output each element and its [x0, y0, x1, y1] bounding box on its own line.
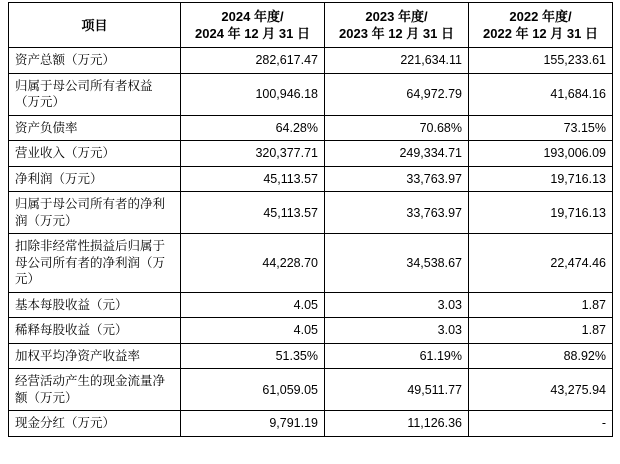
row-value-2022: 193,006.09: [469, 141, 613, 167]
column-header-2024: 2024 年度/ 2024 年 12 月 31 日: [181, 3, 325, 48]
row-value-2024: 100,946.18: [181, 73, 325, 115]
row-value-2023: 3.03: [325, 292, 469, 318]
row-value-2022: 19,716.13: [469, 192, 613, 234]
row-value-2023: 221,634.11: [325, 48, 469, 74]
row-label: 现金分红（万元）: [9, 411, 181, 437]
table-row: [9, 343, 613, 369]
row-label: 资产负债率: [9, 115, 181, 141]
row-value-2024: 45,113.57: [181, 192, 325, 234]
row-value-2024: 45,113.57: [181, 166, 325, 192]
row-value-2022: 22,474.46: [469, 234, 613, 293]
table-row: [9, 166, 613, 192]
table-header-row: [9, 3, 613, 48]
table-row: [9, 192, 613, 234]
row-value-2024: 320,377.71: [181, 141, 325, 167]
table-header: [9, 3, 613, 48]
row-label: 经营活动产生的现金流量净额（万元）: [9, 369, 181, 411]
table-row: [9, 411, 613, 437]
table-row: [9, 234, 613, 293]
row-value-2023: 33,763.97: [325, 166, 469, 192]
row-value-2024: 4.05: [181, 318, 325, 344]
row-value-2023: 64,972.79: [325, 73, 469, 115]
row-value-2024: 9,791.19: [181, 411, 325, 437]
row-value-2022: 155,233.61: [469, 48, 613, 74]
table-row: [9, 48, 613, 74]
table-row: [9, 73, 613, 115]
row-value-2024: 51.35%: [181, 343, 325, 369]
row-value-2023: 33,763.97: [325, 192, 469, 234]
column-header-2023: 2023 年度/ 2023 年 12 月 31 日: [325, 3, 469, 48]
row-value-2024: 282,617.47: [181, 48, 325, 74]
row-value-2022: 1.87: [469, 292, 613, 318]
table-row: [9, 292, 613, 318]
table-row: [9, 141, 613, 167]
row-value-2023: 70.68%: [325, 115, 469, 141]
row-value-2023: 3.03: [325, 318, 469, 344]
row-value-2023: 61.19%: [325, 343, 469, 369]
table-row: [9, 318, 613, 344]
row-label: 营业收入（万元）: [9, 141, 181, 167]
row-label: 归属于母公司所有者的净利润（万元）: [9, 192, 181, 234]
row-value-2023: 249,334.71: [325, 141, 469, 167]
row-value-2022: 73.15%: [469, 115, 613, 141]
row-label: 扣除非经常性损益后归属于母公司所有者的净利润（万元）: [9, 234, 181, 293]
row-value-2022: 88.92%: [469, 343, 613, 369]
table-row: [9, 369, 613, 411]
row-label: 基本每股收益（元）: [9, 292, 181, 318]
row-value-2022: 19,716.13: [469, 166, 613, 192]
row-label: 稀释每股收益（元）: [9, 318, 181, 344]
column-header-item: 项目: [9, 3, 181, 48]
financial-summary-table: [8, 2, 613, 437]
column-header-2022: 2022 年度/ 2022 年 12 月 31 日: [469, 3, 613, 48]
table-row: [9, 115, 613, 141]
row-label: 净利润（万元）: [9, 166, 181, 192]
row-value-2022: 41,684.16: [469, 73, 613, 115]
row-value-2022: 1.87: [469, 318, 613, 344]
row-value-2022: -: [469, 411, 613, 437]
row-value-2023: 34,538.67: [325, 234, 469, 293]
row-value-2024: 64.28%: [181, 115, 325, 141]
row-label: 资产总额（万元）: [9, 48, 181, 74]
row-value-2023: 11,126.36: [325, 411, 469, 437]
row-label: 归属于母公司所有者权益（万元）: [9, 73, 181, 115]
row-value-2024: 61,059.05: [181, 369, 325, 411]
table-body: [9, 48, 613, 437]
row-value-2024: 4.05: [181, 292, 325, 318]
row-value-2023: 49,511.77: [325, 369, 469, 411]
row-label: 加权平均净资产收益率: [9, 343, 181, 369]
row-value-2024: 44,228.70: [181, 234, 325, 293]
row-value-2022: 43,275.94: [469, 369, 613, 411]
